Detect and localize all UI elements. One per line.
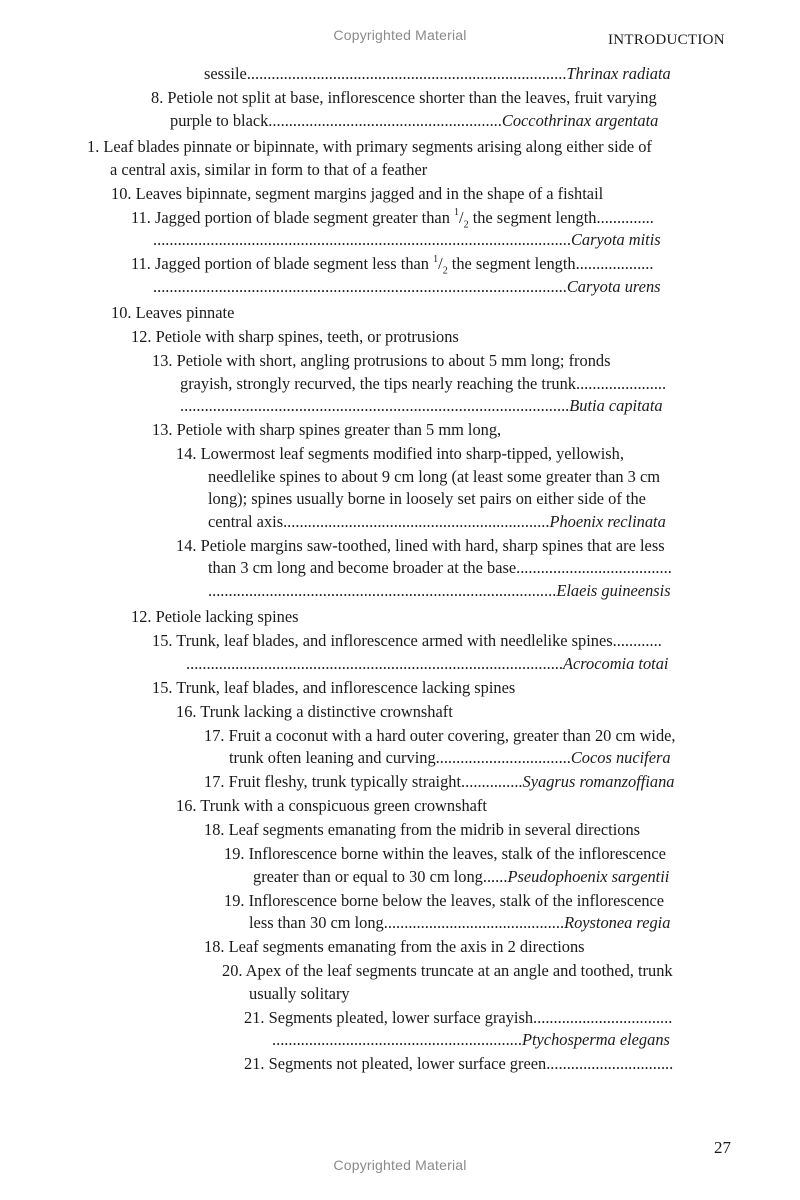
key-entry [0,890,800,935]
key-entry [0,350,800,418]
entry-line-first: 12. Petiole lacking spines [131,607,299,626]
key-entry [0,419,800,442]
key-entry [0,1007,800,1052]
entry-line-continued: greater than or equal to 30 cm long......Pseudophoenix sargentii [253,866,670,886]
entry-line-first: 17. Fruit a coconut with a hard outer covering, greater than 20 cm wide, [204,725,676,745]
key-entry [0,819,800,842]
watermark-bottom: Copyrighted Material [333,1157,467,1173]
entry-line-first: 8. Petiole not split at base, inflorescence shorter than the leaves, fruit varying [151,88,657,107]
key-entry [0,795,800,818]
taxon-name: Butia capitata [569,396,663,415]
entry-line-continued: ......................................................................................................Caryota mitis [153,230,661,249]
key-entry [0,843,800,888]
taxon-name: Thrinax radiata [566,64,671,83]
key-entry [0,443,800,533]
entry-line-first: 13. Petiole with sharp spines greater than 5 mm long, [152,420,502,439]
entry-line-continued: less than 30 cm long............................................Roystonea regia [249,913,671,932]
taxon-name: Cocos nucifera [570,748,671,767]
watermark-top: Copyrighted Material [333,27,467,43]
entry-line-continued: grayish, strongly recurved, the tips nearly reaching the trunk...................... [180,373,667,393]
entry-line-first: 10. Leaves bipinnate, segment margins jagged and in the shape of a fishtail [111,183,604,203]
entry-line-first: 10. Leaves pinnate [111,303,235,322]
entry-line-first: 21. Segments not pleated, lower surface green............................... [244,1054,674,1073]
entry-line-first: 19. Inflorescence borne below the leaves, stalk of the inflorescence [224,890,665,910]
entry-line-first: 18. Leaf segments emanating from the midrib in several directions [204,820,641,839]
entry-line-first: 11. Jagged portion of blade segment less than $^1/_2$ the segment length................... [131,253,654,277]
entry-line-first: 19. Inflorescence borne within the leaves, stalk of the inflorescence [224,844,666,863]
entry-line-continued: ...............................................................................................Butia capitata [180,396,663,415]
key-entry [0,253,800,298]
entry-line-first: 14. Lowermost leaf segments modified into sharp-tipped, yellowish, [176,444,624,463]
taxon-name: Phoenix reclinata [549,511,666,531]
taxon-name: Ptychosperma elegans [521,1030,670,1049]
entry-line-continued: .............................................................Ptychosperma elegans [272,1030,670,1049]
entry-line-first: 16. Trunk with a conspicuous green crownshaft [176,796,487,815]
taxon-name: Syagrus romanzoffiana [522,772,675,791]
entry-line-continued: purple to black.........................................................Coccothrinax argentata [170,110,659,130]
key-entry [0,701,800,724]
running-head: INTRODUCTION [608,32,725,48]
entry-line-first: sessile..............................................................................Thrinax radiata [204,64,671,83]
key-entry [0,936,800,959]
entry-line-first: 17. Fruit fleshy, trunk typically straight...............Syagrus romanzoffiana [204,772,675,791]
entry-line-first: 16. Trunk lacking a distinctive crownshaft [176,701,453,721]
key-entry [0,535,800,603]
entry-line-first: 21. Segments pleated, lower surface grayish.................................. [244,1007,673,1027]
taxon-name: Caryota mitis [570,230,661,249]
key-entry [0,63,800,86]
taxon-name: Caryota urens [566,276,661,296]
key-entry [0,87,800,132]
entry-line-continued: needlelike spines to about 9 cm long (at least some greater than 3 cm [208,466,660,486]
entry-line-first: 14. Petiole margins saw-toothed, lined with hard, sharp spines that are less [176,535,665,555]
key-entry [0,630,800,675]
identification-key [0,63,800,1077]
key-entry [0,1053,800,1076]
entry-line-continued: than 3 cm long and become broader at the base...................................... [208,558,672,577]
entry-line-first: 20. Apex of the leaf segments truncate at an angle and toothed, trunk [222,961,673,980]
entry-line-continued: usually solitary [249,983,350,1003]
key-entry [0,207,800,252]
entry-line-first: 11. Jagged portion of blade segment greater than $^1/_2$ the segment length.............. [131,207,654,230]
key-entry [0,606,800,629]
entry-line-continued: .....................................................................................................Caryota urens [153,276,661,296]
key-entry [0,302,800,325]
key-entry [0,677,800,700]
taxon-name: Roystonea regia [564,913,671,932]
taxon-name: Coccothrinax argentata [501,110,659,130]
taxon-name: Elaeis guineensis [556,580,671,600]
entry-line-continued: ............................................................................................Acrocomia totai [186,653,669,673]
entry-line-first: 13. Petiole with short, angling protrusions to about 5 mm long; fronds [152,351,611,370]
entry-line-first: 15. Trunk, leaf blades, and inflorescence armed with needlelike spines............ [152,631,662,650]
key-entry [0,183,800,206]
taxon-name: Pseudophoenix sargentii [507,866,670,886]
entry-line-continued: trunk often leaning and curving.................................Cocos nucifera [229,748,671,767]
entry-line-continued: a central axis, similar in form to that of a feather [110,159,428,179]
entry-line-first: 15. Trunk, leaf blades, and inflorescence lacking spines [152,677,516,697]
key-entry [0,960,800,1005]
key-entry [0,326,800,349]
entry-line-continued: .....................................................................................Elaeis guineensis [208,580,671,600]
entry-line-continued: long); spines usually borne in loosely set pairs on either side of the [208,489,646,508]
key-entry [0,771,800,794]
entry-line-first: 1. Leaf blades pinnate or bipinnate, with primary segments arising along either side of [87,137,652,156]
key-entry [0,136,800,181]
page-number: 27 [714,1138,731,1157]
entry-line-continued: central axis.................................................................Phoenix reclinata [208,511,666,531]
taxon-name: Acrocomia totai [562,653,669,673]
entry-line-first: 12. Petiole with sharp spines, teeth, or protrusions [131,327,459,346]
key-entry [0,725,800,770]
entry-line-first: 18. Leaf segments emanating from the axis in 2 directions [204,937,585,956]
